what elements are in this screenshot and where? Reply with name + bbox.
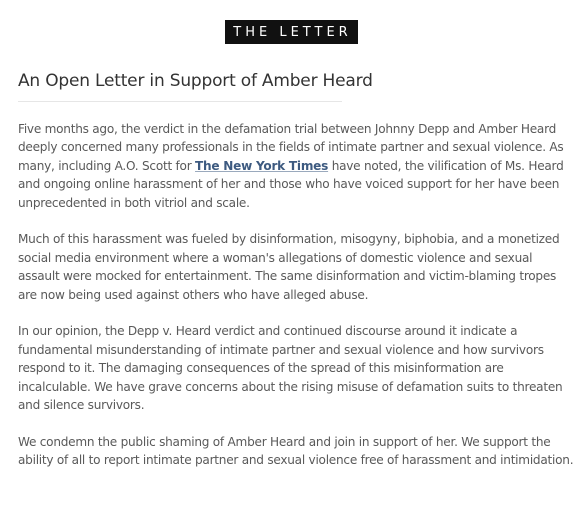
- nyt-link[interactable]: The New York Times: [195, 158, 329, 173]
- site-logo[interactable]: THE LETTER: [225, 20, 358, 44]
- paragraph-4: We condemn the public shaming of Amber Heard and join in support of her. We support the ability of all to report intimate partner and sexual violence free of harassment and intimidation.: [18, 434, 574, 468]
- paragraph-3: In our opinion, the Depp v. Heard verdict and continued discourse around it indicate a fundamental misunderstanding of intimate partner and sexual violence and how survivors respond to it. The damaging consequences of the spread of this misinformation are incalculable. We have grave concerns about the rising misuse of defamation suits to threaten and silence survivors.: [18, 324, 563, 413]
- paragraph-1-text: Five months ago, the verdict in the defamation trial between Johnny Depp and Amber Heard deeply concerned many professionals in the fields of intimate partner and sexual violence. As many, including A.O. Scott for: [18, 122, 564, 173]
- letter-body: [18, 120, 574, 488]
- paragraph-1: [18, 120, 574, 212]
- header: [0, 20, 582, 44]
- paragraph-2: Much of this harassment was fueled by disinformation, misogyny, biphobia, and a monetized social media environment where a woman's allegations of domestic violence and sexual assault were mocked for entertainment. The same disinformation and victim-blaming tropes are now being used against others who have alleged abuse.: [18, 232, 560, 302]
- title-divider: [18, 101, 342, 102]
- paragraph-1-text-end: have noted, the vilification of Ms. Heard and ongoing online harassment of her and those who have voiced support for her have been unprecedented in both vitriol and scale.: [18, 158, 564, 210]
- page-title: An Open Letter in Support of Amber Heard: [18, 71, 373, 91]
